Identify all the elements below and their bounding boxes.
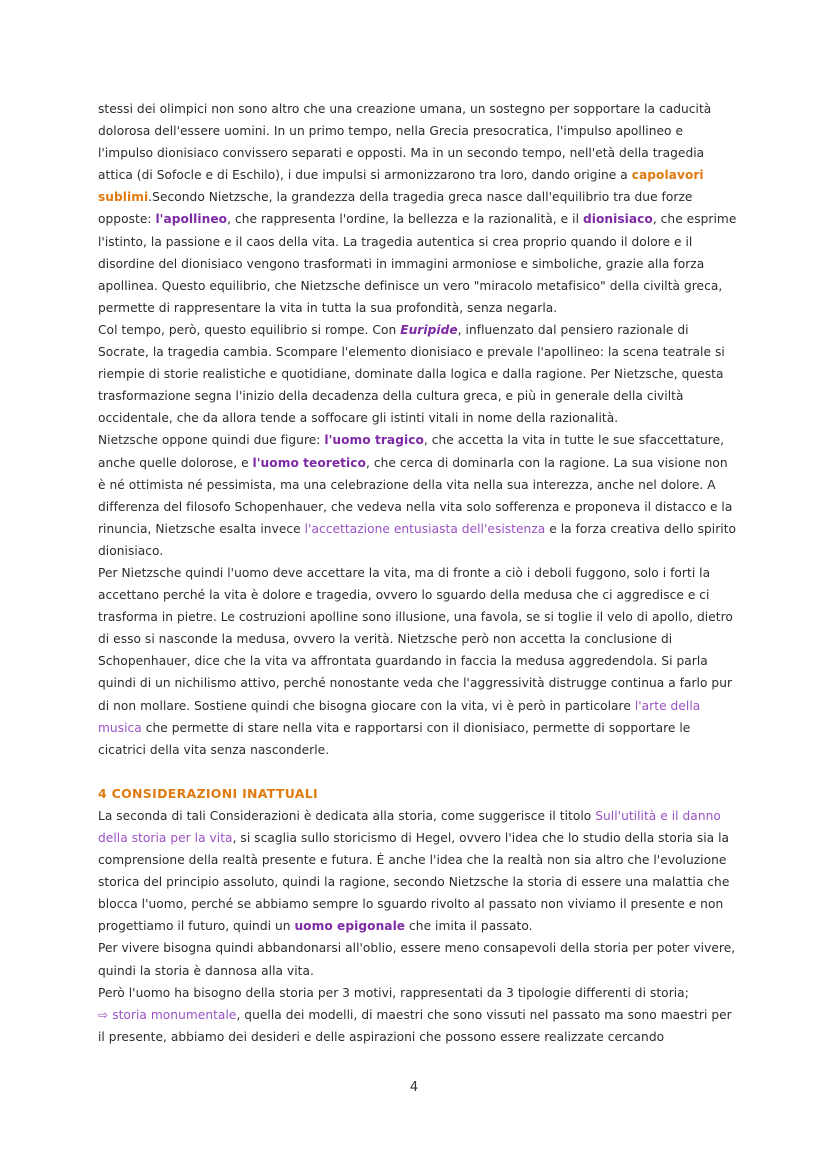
paragraph-three-motives: Però l'uomo ha bisogno della storia per 3 motivi, rappresentati da 3 tipologie differenti di storia;: [98, 985, 689, 1000]
text-run: Col tempo, però, questo equilibrio si rompe. Con: [98, 322, 401, 337]
text-run: .Secondo Nietzsche, la grandezza della tragedia greca nasce dall'equilibrio tra due forze opposte:: [98, 190, 693, 227]
highlight-capolavori: capolavori sublimi: [98, 168, 704, 205]
text-run: , influenzato dal pensiero razionale di Socrate, la tragedia cambia. Scompare l'elemento dionisiaco e prevale l'apollineo: la scena teatrale si riempie di storie realistiche e quotidiane, dominate dalla logica e dalla ragione. Per Nietzsche, questa trasformazione segna l'inizio della decadenza della cultura greca, e più in generale della civiltà occidentale, che da allora tende a soffocare gli istinti vitali in nome della razionalità.: [98, 322, 725, 426]
text-run: Per Nietzsche quindi l'uomo deve accettare la vita, ma di fronte a ciò i deboli fuggono, solo i forti la accettano perché la vita è dolore e tragedia, ovvero lo sguardo della medusa che ci aggredisce e ci trasforma in pietre. Le costruzioni apolline sono illusione, una favola, se si toglie il velo di apollo, dietro di esso si nasconde la medusa, ovvero la verità. Nietzsche però non accetta la conclusione di Schopenhauer, dice che la vita va affrontata guardando in faccia la medusa aggredendola. Si parla quindi di un nichilismo attivo, perché nonostante veda che l'aggressività distrugge continua a farlo pur di non mollare. Sostiene quindi che bisogna giocare con la vita, vi è però in particolare: [98, 565, 733, 713]
paragraph-storia-monumentale: [98, 1004, 738, 1048]
section-heading: 4 CONSIDERAZIONI INATTUALI: [98, 785, 318, 801]
text-run: che imita il passato.: [405, 919, 533, 934]
text-run: stessi dei olimpici non sono altro che una creazione umana, un sostegno per sopportare la caducità dolorosa dell'essere uomini. In un primo tempo, nella Grecia presocratica, l'impulso apollineo e l'impulso dionisiaco convissero separati e opposti. Ma in un secondo tempo, nell'età della tragedia attica (di Sofocle e di Eschilo), i due impulsi si armonizzarono tra loro, dando origine a: [98, 102, 712, 183]
link-accettazione: l'accettazione entusiasta dell'esistenza: [304, 521, 546, 536]
link-title-considerazione: Sull'utilità e il danno della storia per la vita: [98, 808, 721, 845]
page-number: 4: [409, 1080, 419, 1095]
highlight-uomo-teoretico: l'uomo teoretico: [252, 455, 366, 470]
paragraph-medusa: [98, 562, 738, 761]
text-run: e la forza creativa dello spirito dionisiaco.: [98, 521, 737, 558]
highlight-uomo-tragico: l'uomo tragico: [324, 433, 424, 448]
paragraph-considerazioni: [98, 805, 738, 938]
text-run: , che accetta la vita in tutte le sue sfaccettature, anche quelle dolorose, e: [98, 433, 725, 470]
body-text: [98, 98, 738, 1048]
paragraph-two-figures: [98, 429, 738, 562]
link-storia-monumentale: storia monumentale: [112, 1007, 237, 1022]
text-run: che permette di stare nella vita e rapportarsi con il dionisiaco, permette di sopportare le cicatrici della vita senza nasconderle.: [98, 720, 691, 757]
arrow-icon: ⇨: [98, 1007, 109, 1022]
paragraph-tragedy: [98, 98, 738, 319]
text-run: , che esprime l'istinto, la passione e il caos della vita. La tragedia autentica si crea proprio quando il dolore e il disordine del dionisiaco vengono trasformati in immagini armoniose e simboliche, grazie alla forza apollinea. Questo equilibrio, che Nietzsche definisce un vero "miracolo metafisico" della civiltà greca, permette di rappresentare la vita in tutta la sua profondità, senza negarla.: [98, 212, 737, 315]
highlight-dionisiaco: dionisiaco: [582, 212, 653, 227]
text-run: , quella dei modelli, di maestri che sono vissuti nel passato ma sono maestri per il presente, abbiamo dei desideri e delle aspirazioni che possono essere realizzate cercando: [98, 1007, 732, 1044]
paragraph-euripide: [98, 319, 738, 429]
text-run: , che cerca di dominarla con la ragione. La sua visione non è né ottimista né pessimista, ma una celebrazione della vita nella sua interezza, anche nel dolore. A differenza del filosofo Schopenhauer, che vedeva nella vita solo sofferenza e proponeva il distacco e la rinuncia, Nietzsche esalta invece: [98, 455, 733, 536]
link-arte-musica: l'arte della musica: [98, 698, 701, 735]
text-run: , che rappresenta l'ordine, la bellezza e la razionalità, e il: [227, 212, 583, 227]
highlight-apollineo: l'apollineo: [155, 212, 228, 227]
paragraph-oblio: Per vivere bisogna quindi abbandonarsi all'oblio, essere meno consapevoli della storia per poter vivere, quindi la storia è dannosa alla vita.: [98, 941, 736, 978]
highlight-uomo-epigonale: uomo epigonale: [294, 919, 406, 934]
text-run: Nietzsche oppone quindi due figure:: [98, 433, 325, 448]
text-run: , si scaglia sullo storicismo di Hegel, ovvero l'idea che lo studio della storia sia la comprensione della realtà presente e futura. È anche l'idea che la realtà non sia altro che l'evoluzione storica del principio assoluto, quindi la ragione, secondo Nietzsche la storia di essere una malattia che blocca l'uomo, perché se abbiamo sempre lo sguardo rivolto al passato non viviamo il presente e non progettiamo il futuro, quindi un: [98, 831, 730, 934]
highlight-euripide: Euripide: [400, 322, 458, 337]
text-run: La seconda di tali Considerazioni è dedicata alla storia, come suggerisce il titolo: [98, 808, 596, 823]
